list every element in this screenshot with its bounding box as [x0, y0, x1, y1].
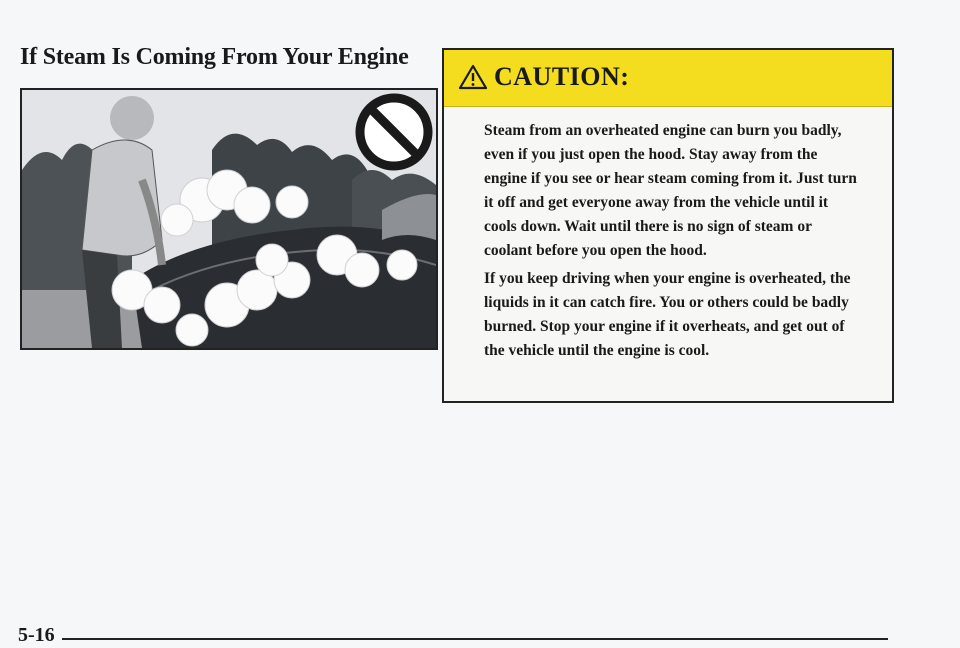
- caution-body: [444, 107, 892, 363]
- warning-triangle-icon: [458, 64, 488, 95]
- caution-title: CAUTION:: [494, 62, 630, 91]
- footer-rule: [62, 638, 888, 640]
- caution-paragraph: If you keep driving when your engine is overheated, the liquids in it can catch fire. You or others could be badly burned. Stop your engine if it overheats, and get out of the vehicle until the engine is cool.: [484, 270, 851, 359]
- page-title: If Steam Is Coming From Your Engine: [20, 44, 409, 70]
- caution-paragraph: Steam from an overheated engine can burn you badly, even if you just open the hood. Stay away from the engine if you see or hear steam coming from it. Just turn it off and get everyone away from the vehicle until it cools down. Wait until there is no sign of steam or coolant before you open the hood.: [484, 122, 857, 259]
- caution-header: [444, 50, 892, 107]
- prohibition-sign-icon: [360, 98, 428, 166]
- caution-box: [442, 48, 894, 403]
- page-number: 5-16: [18, 624, 55, 646]
- steam-engine-illustration: [20, 88, 438, 350]
